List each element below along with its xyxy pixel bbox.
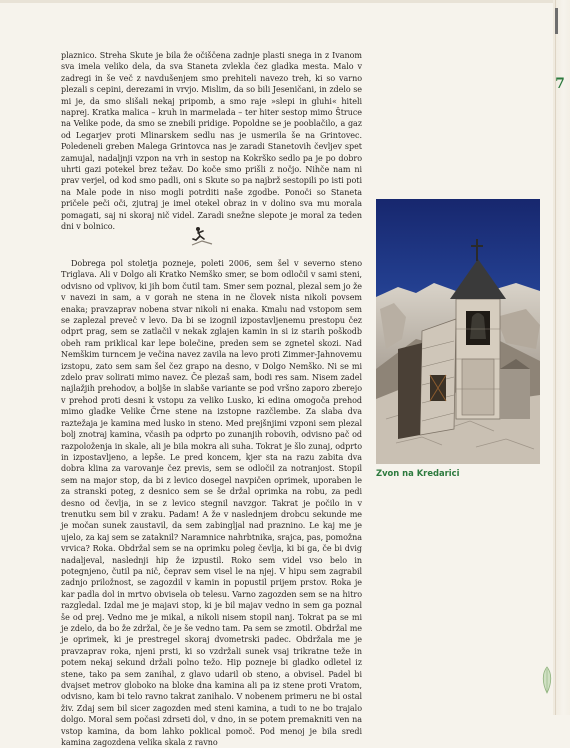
- bell-tower-photo: [376, 199, 540, 464]
- paragraph-text: Dobrega pol stoletja pozneje, poleti 2006, sem šel v severno steno Triglava. Ali v Dolgo ali Kratko Nemško smer, se bom odločil v sami steni, odvisno od vplivov, ki jih bom čutil tam. Smer sem poznal, plezal sem jo že v navezi in sam, a v gorah ne stena in ne človek nista nikoli povsem enaka; pravzaprav nobena stvar nikoli ni enaka. Kmalu nad vstopom sem se zaplezal preveč v levo. Da bi se izognil izpostavljenemu prestopu čez odprt prag, sem se zatlačil v nekak zglajen kamin in si iz starih poškodb obeh ram priklical kar lepe bolečine, preden sem se zgnetel skozi. Nad Nemškim turncem je večina navez zavila na levo proti Zimmer-Jahnovemu izstopu, zato sem sam šel čez grapo na desno, v Dolgo Nemško. Ni se mi zdelo prav solirati mimo navez. Če plezaš sam, bodi res sam. Nisem zadel najlažjih prehodov, a boljše in slabše variante se pod vršno zaporo zberejo v prehod proti desni k vstopu za veliko Lusko, ki edina omogoča prehod mimo gladke Velike Črne stene na izstopne razčlembe. Za slaba dva raztežaja je kamina med lusko in steno. Med prejšnjimi vzponi sem plezal bolj znotraj kamina, včasih pa odprto po zunanjih robovih, odvisno pač od razpoloženja in skale, ali je bila mokra ali suha. Tokrat je šlo zunaj, odprto in izpostavljeno, a lepše. Le pred koncem, kjer sta na razu zabita dva dobra klina za varovanje čez previs, sem se odločil za notranjost. Stopil sem na major stop, da bi z levico dosegel navpičen oprimek, uporaben le za stranski poteg, z desnico sem se še držal oprimka na robu, za pedi desno od čevlja, in se z levico stegnil navzgor. Takrat je počilo in v trenutku sem bil v zraku. Padam! A že v naslednjem drobcu sekunde me je močan sunek zaustavil, da sem zabingljal nad praznino. Le kaj me je ujelo, za kaj sem se zataknil? Naramnice nahrbtnika, srajca, pas, pomožna vrvica? Roka. Obdržal sem se na oprimku poleg čevlja, ki bi ga, če bi dvig nadaljeval, naslednji hip že izpustil. Roko sem videl vso belo in potegnjeno, čutil pa nič, čeprav sem visel le na njej. V hipu sem zagrabil zadnjo priložnost, se zagozdil v kamin in popustil prijem prstov. Roka je kar padla dol in mrtvo obvisela ob telesu. Varno zagozden sem se na hitro razgledal. Izdal me je majavi stop, ki je bil majav vedno in sem ga poznal še od prej. Vedno me je mikal, a nikoli nisem stopil nanj. Tokrat pa se mi je zdelo, da bo že zdržal, če je še vedno tam. Pa sem se zmotil. Obdržal me je oprimek, ki je prestregel skoraj dvometrski padec. Obdržala me je pravzaprav roka, njeni prsti, ki so vzdržali sunek vsaj trikratne teže in potem nekaj sekund držali polno težo. Hip pozneje bi gladko odletel iz stene, tako pa sem zanihal, z glavo udaril ob steno, a obvisel. Padel bi dvajset metrov globoko na bloke dna kamina ali pa iz stene proti Vratom, odvisno, kam bi telo ravno takrat zanihalo. V nobenem primeru ne bi ostal živ. Zdaj sem bil sicer zagozden med steni kamina, a tudi to ne bo trajalo dolgo. Moral sem počasi zdrseti dol, v dno, in se potem premakniti ven na vstop kamina, da bom lahko poklical pomoč. Pod menoj je bila sredi kamina zagozdena velika skala z ravno: [61, 259, 362, 748]
- climber-ornament-icon: [190, 225, 214, 247]
- page-edge: [553, 0, 570, 715]
- article-paragraph-2: [61, 258, 362, 748]
- edge-tick: [555, 8, 558, 34]
- bell-tower-illustration: [376, 199, 540, 464]
- edge-line: [555, 0, 556, 715]
- top-rule: [0, 0, 570, 3]
- page-number: 7: [555, 76, 565, 92]
- article-paragraph-1: [61, 50, 362, 233]
- paragraph-text: plaznico. Streha Skute je bila že očiščena zadnje plasti snega in z Ivanom sva imela veliko dela, da sva Staneta zvlekla čez gladka mesta. Malo v zadregi in še več z navdušenjem smo prehiteli navezo treh, ki so varno plezali s cepini, derezami in vrvjo. Mislim, da so bili Jeseničani, in zdelo se mi je, da smo slišali nekaj pripomb, a smo raje »slepi in gluhi« hiteli naprej. Kratka malica – kruh in marmelada – ter hiter sestop mimo Štruce na Velike pode, da smo se znebili pridige. Popoldne se je pooblačilo, a gaz od Legarjev proti Mlinarskem sedlu nas je usmerila še na Grintovec. Poledeneli greben Malega Grintovca nas je zaradi Stanetovih čevljev spet zamujal, nadaljnji vzpon na vrh in sestop na Kokrško sedlo pa je po dobro uhrti gazi potekel brez težav. Do koče smo prišli z nočjo. Nihče nam ni prav verjel, od kod smo padli, oni s Skute so pa najbrž sestopili po isti poti na Male pode in niso mogli potrditi naše zgodbe. Ponoči so Staneta pričele peči oči, zjutraj je imel otekel obraz in v dolino sva mu morala pomagati, saj ni skoraj nič videl. Zaradi snežne slepote je moral za teden dni v bolnico.: [61, 51, 362, 232]
- photo-caption: Zvon na Kredarici: [376, 468, 460, 478]
- leaf-icon: [540, 665, 554, 695]
